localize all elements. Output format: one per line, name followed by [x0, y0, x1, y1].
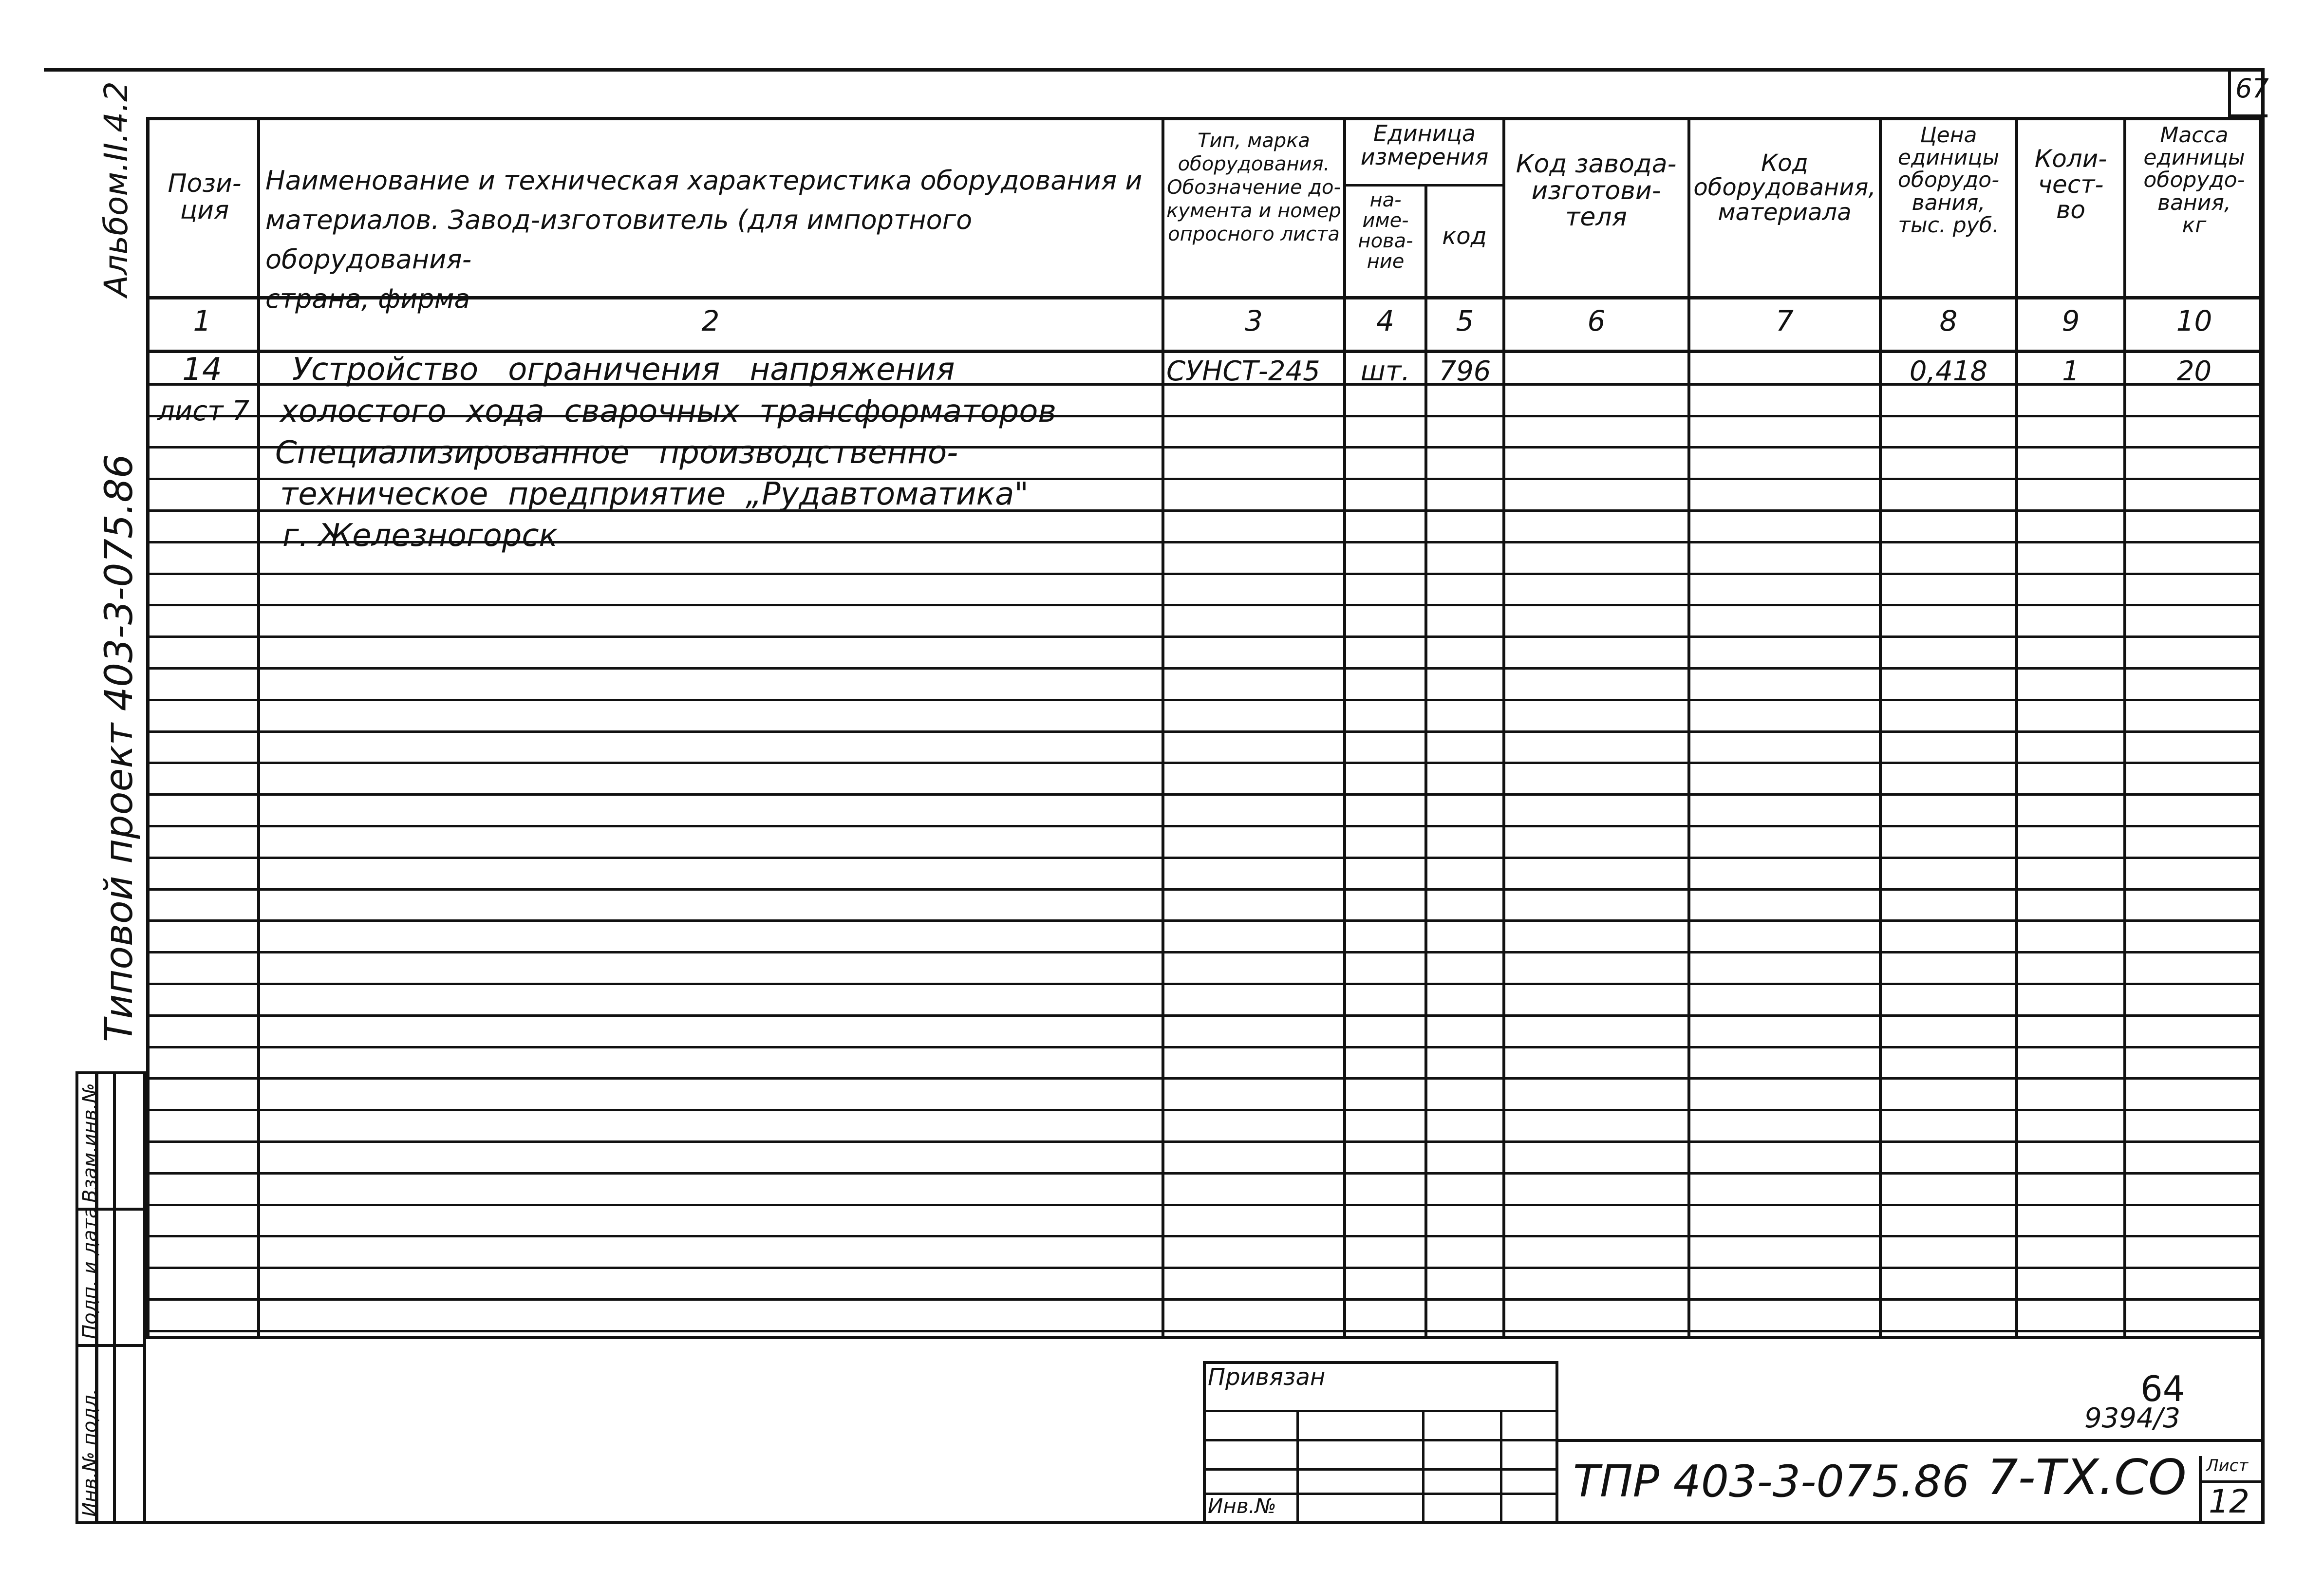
row-rule-29 [146, 1267, 2262, 1269]
row-rule-17 [146, 888, 2262, 891]
row-rule-27 [146, 1204, 2262, 1206]
header-maker-code: Код завода- изготови- теля [1516, 149, 1677, 232]
row-rule-7 [146, 573, 2262, 575]
binding-line-2 [1203, 1439, 1558, 1441]
row-rule-23 [146, 1077, 2262, 1080]
col-number-4: 4 [1376, 304, 1394, 337]
sheet-number: 64 [2140, 1368, 2185, 1409]
col-number-7: 7 [1776, 304, 1794, 337]
header-quantity: Коли- чест- во [2034, 145, 2107, 224]
col-number-8: 8 [1939, 304, 1958, 337]
row1-unit: шт. [1360, 355, 1410, 387]
order-number: 9394/3 [2084, 1402, 2181, 1434]
row1-price: 0,418 [1909, 355, 1988, 387]
row-rule-8 [146, 604, 2262, 606]
row-rule-20 [146, 983, 2262, 985]
binding-vline-2 [1422, 1410, 1424, 1524]
row-rule-26 [146, 1172, 2262, 1175]
doc-mark: 7-ТХ.СО [1987, 1449, 2187, 1506]
row-rule-21 [146, 1014, 2262, 1017]
binding-vline-1 [1296, 1410, 1299, 1524]
col-line-2 [1162, 117, 1164, 1339]
row-rule-10 [146, 667, 2262, 670]
album-label: Альбом.II.4.2 [97, 81, 135, 297]
header-price: Цена единицы оборудо- вания, тыс. руб. [1897, 123, 2000, 238]
col-line-8 [2015, 117, 2018, 1339]
stamp-label-sign: Подп. и дата [79, 1206, 101, 1339]
row-rule-24 [146, 1109, 2262, 1111]
row-rule-9 [146, 635, 2262, 638]
row1-quantity: 1 [2062, 355, 2080, 387]
frame-top [44, 68, 2265, 72]
binding-line-3 [1203, 1468, 1558, 1471]
row-rule-16 [146, 857, 2262, 859]
doc-code-line [1558, 1439, 2265, 1442]
col-line-9 [2123, 117, 2126, 1339]
stamp-divider-2 [75, 1344, 146, 1347]
row5-name: г. Железногорск [282, 518, 558, 554]
col-line-7 [1879, 117, 1882, 1339]
bound-label: Привязан [1208, 1364, 1326, 1391]
corner-mark: 67 [2235, 73, 2269, 104]
header-unit-group: Единица измерения [1360, 120, 1489, 170]
header-name: Наименование и техническая характеристика оборудования и материалов. Завод-изготовитель (для импортного оборудования- страна, фирма [265, 165, 1143, 314]
row-rule-14 [146, 793, 2262, 796]
row2-position: лист 7 [157, 395, 250, 427]
row-rule-31 [146, 1330, 2262, 1332]
inv-label: Инв.№ [1208, 1494, 1276, 1518]
header-unit-code: код [1442, 223, 1487, 250]
project-label: Типовой проект 403-3-075.86 [97, 454, 141, 1042]
row-rule-30 [146, 1298, 2262, 1301]
col-number-2: 2 [701, 304, 720, 337]
binding-vline-3 [1500, 1410, 1502, 1524]
stamp-label-replace: Взам.инв.№ [79, 1083, 101, 1203]
row-rule-12 [146, 730, 2262, 733]
doc-code: ТПР 403-3-075.86 [1573, 1456, 1970, 1507]
stamp-divider-v [113, 1071, 116, 1524]
row-rule-11 [146, 699, 2262, 701]
header-type: Тип, марка оборудования. Обозначение до- кумента и номер опросного листа [1166, 130, 1341, 245]
col-number-6: 6 [1587, 304, 1606, 337]
row1-position: 14 [182, 352, 222, 388]
row-rule-28 [146, 1235, 2262, 1237]
col-line-6 [1687, 117, 1690, 1339]
row-rule-25 [146, 1140, 2262, 1143]
row2-name: холостого хода сварочных трансформаторов [280, 393, 1057, 430]
header-equipment-code: Код оборудования, материала [1693, 149, 1876, 226]
row4-name: техническое предприятие „Рудавтоматика" [280, 476, 1029, 512]
row-rule-18 [146, 919, 2262, 922]
row-rule-13 [146, 762, 2262, 764]
binding-line-1 [1203, 1410, 1558, 1412]
row1-name: Устройство ограничения напряжения [292, 352, 955, 388]
col-number-10: 10 [2176, 304, 2212, 337]
col-number-1: 1 [193, 304, 211, 337]
stamp-label-inv: Инв.№ подл. [79, 1388, 101, 1517]
frame-bottom [95, 1521, 2265, 1524]
col-line-1 [257, 117, 260, 1339]
col-number-9: 9 [2062, 304, 2080, 337]
row1-type: СУНСТ-245 [1166, 355, 1320, 387]
header-mass: Масса единицы оборудо- вания, кг [2143, 123, 2245, 238]
sheet-value: 12 [2209, 1483, 2249, 1520]
sheet-label: Лист [2206, 1456, 2249, 1476]
row-rule-19 [146, 951, 2262, 953]
unit-group-line [1343, 184, 1505, 187]
header-unit-name: на- име- нова- ние [1358, 189, 1413, 273]
col-line-3 [1343, 117, 1346, 1339]
row1-unit-code: 796 [1439, 355, 1491, 387]
col-number-3: 3 [1245, 304, 1263, 337]
row3-name: Специализированное производственно- [275, 435, 958, 471]
row-rule-15 [146, 825, 2262, 827]
col-line-5 [1502, 117, 1505, 1339]
col-number-5: 5 [1456, 304, 1474, 337]
row-rule-22 [146, 1046, 2262, 1048]
row1-mass: 20 [2176, 355, 2212, 387]
header-position: Пози- ция [168, 169, 242, 225]
